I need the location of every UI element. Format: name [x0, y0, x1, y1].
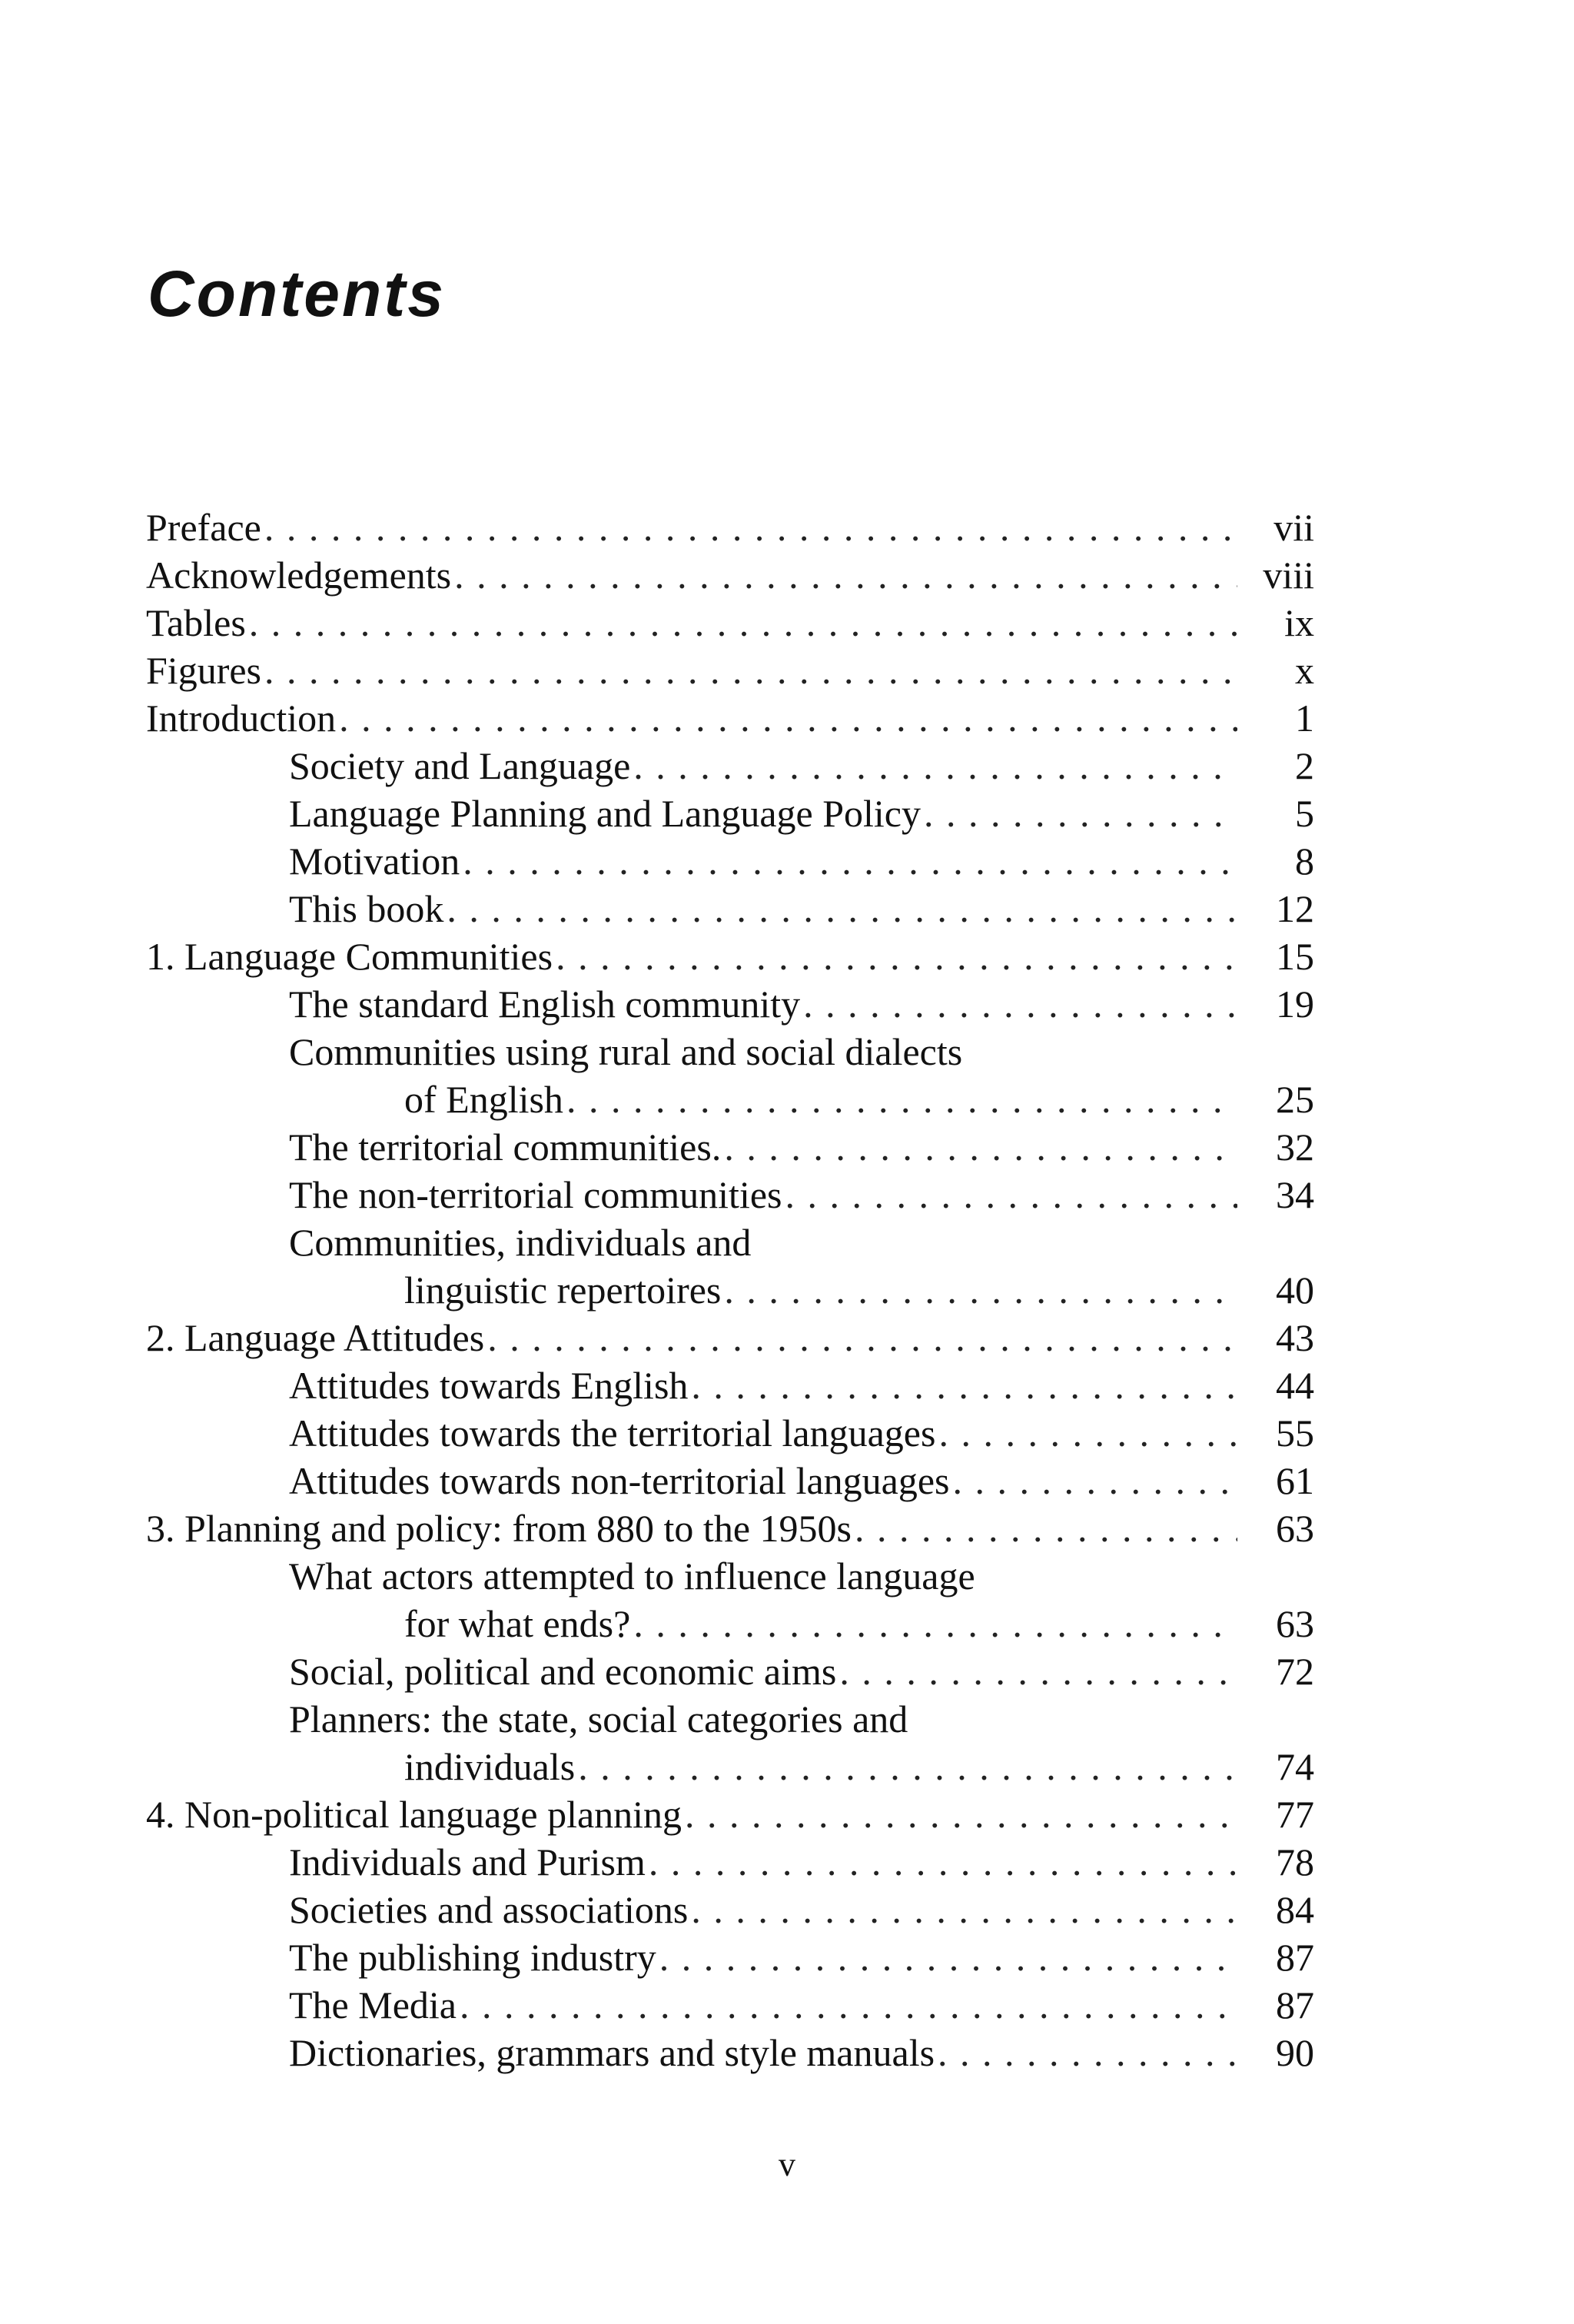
toc-chapter-entry [146, 933, 1314, 980]
toc-entry-label: Acknowledgements [146, 554, 452, 597]
toc-entry-label: 1. Language Communities [146, 935, 553, 978]
dot-leader [578, 1743, 1237, 1790]
dot-leader [924, 790, 1237, 837]
toc-entry-first-line [146, 1552, 1314, 1600]
dot-leader [463, 837, 1237, 885]
toc-entry-page: 55 [1276, 1411, 1314, 1455]
dot-leader [724, 1123, 1237, 1171]
dot-leader [953, 1457, 1238, 1504]
toc-entry-page: 15 [1276, 935, 1314, 978]
toc-entry-page: 63 [1276, 1602, 1314, 1645]
toc-entry [146, 1361, 1314, 1409]
toc-entry-continuation [146, 1076, 1314, 1123]
toc-entry-label: Attitudes towards English [289, 1364, 689, 1407]
toc-entry-label: Communities, individuals and [289, 1221, 752, 1264]
toc-entry [146, 1981, 1314, 2029]
toc-entry [146, 837, 1314, 885]
dot-leader [685, 1790, 1237, 1838]
dot-leader [556, 933, 1237, 980]
toc-entry-label: Introduction [146, 697, 337, 740]
toc-entry [146, 742, 1314, 790]
toc-entry-label: linguistic repertoires [404, 1268, 722, 1312]
dot-leader [691, 1886, 1237, 1933]
toc-entry-page: 87 [1276, 1936, 1314, 1979]
toc-entry-first-line [146, 1695, 1314, 1743]
dot-leader [659, 1933, 1237, 1981]
toc-entry-label: for what ends? [404, 1602, 631, 1645]
toc-entry-page: 5 [1295, 792, 1314, 835]
toc-entry-continuation [146, 1743, 1314, 1790]
toc-entry-page: 25 [1276, 1078, 1314, 1121]
toc-entry-page: 32 [1276, 1125, 1314, 1169]
toc-entry-label: This book [289, 887, 444, 930]
dot-leader [460, 1981, 1237, 2029]
toc-entry [146, 1647, 1314, 1695]
toc-entry [146, 694, 1314, 742]
page-title: Contents [148, 258, 446, 330]
toc-entry-label: Tables [146, 601, 246, 644]
toc-entry-label: individuals [404, 1745, 576, 1788]
toc-entry-page: 44 [1276, 1364, 1314, 1407]
toc-entry-page: 61 [1276, 1459, 1314, 1502]
toc-entry-page: 19 [1276, 982, 1314, 1026]
dot-leader [566, 1076, 1237, 1123]
dot-leader [633, 742, 1237, 790]
toc-entry-label: Figures [146, 649, 261, 692]
toc-entry-page: x [1295, 649, 1314, 692]
dot-leader [839, 1647, 1237, 1695]
toc-entry [146, 1886, 1314, 1933]
toc-entry [146, 1171, 1314, 1219]
toc-entry-label: Societies and associations [289, 1888, 689, 1931]
toc-entry-page: 77 [1276, 1793, 1314, 1836]
dot-leader [938, 2029, 1237, 2076]
toc-entry-label: Social, political and economic aims [289, 1650, 837, 1693]
toc-entry-page: 72 [1276, 1650, 1314, 1693]
toc-entry-page: 43 [1276, 1316, 1314, 1359]
toc-entry-label: The non-territorial communities [289, 1173, 782, 1216]
toc-entry-label: Communities using rural and social dialects [289, 1030, 963, 1073]
toc-entry-page: 90 [1276, 2031, 1314, 2074]
toc-entry [146, 1457, 1314, 1504]
dot-leader [339, 694, 1237, 742]
toc-entry-label: Attitudes towards the territorial languages [289, 1411, 936, 1455]
toc-chapter-entry [146, 1504, 1314, 1552]
toc-entry-page: 63 [1276, 1507, 1314, 1550]
toc-entry [146, 790, 1314, 837]
dot-leader [264, 504, 1237, 551]
toc-entry-page: 84 [1276, 1888, 1314, 1931]
toc-entry [146, 647, 1314, 694]
toc-entry-page: 2 [1295, 744, 1314, 787]
toc-entry-page: 87 [1276, 1983, 1314, 2026]
dot-leader [487, 1314, 1237, 1361]
toc-entry-label: Preface [146, 506, 261, 549]
toc-entry-page: viii [1263, 554, 1314, 597]
toc-entry [146, 504, 1314, 551]
dot-leader [264, 647, 1237, 694]
dot-leader [649, 1838, 1237, 1886]
dot-leader [249, 599, 1237, 647]
toc-entry-label: Language Planning and Language Policy [289, 792, 921, 835]
page-number: v [779, 2146, 795, 2183]
dot-leader [454, 551, 1237, 599]
toc-entry-label: Individuals and Purism [289, 1840, 646, 1883]
toc-entry-page: 12 [1276, 887, 1314, 930]
toc-chapter-entry [146, 1790, 1314, 1838]
toc-entry-page: 8 [1295, 839, 1314, 883]
toc-entry [146, 599, 1314, 647]
dot-leader [633, 1600, 1237, 1647]
toc-entry-label: What actors attempted to influence language [289, 1554, 975, 1598]
toc-entry-continuation [146, 1600, 1314, 1647]
toc-entry-page: 40 [1276, 1268, 1314, 1312]
toc-entry-continuation [146, 1266, 1314, 1314]
toc-entry [146, 1123, 1314, 1171]
toc-entry-page: vii [1273, 506, 1314, 549]
toc-entry-first-line [146, 1219, 1314, 1266]
toc-entry-label: 4. Non-political language planning [146, 1793, 682, 1836]
toc-entry [146, 1933, 1314, 1981]
toc-entry [146, 1838, 1314, 1886]
toc-entry [146, 2029, 1314, 2076]
toc-chapter-entry [146, 1314, 1314, 1361]
dot-leader [803, 980, 1237, 1028]
toc-entry-page: ix [1284, 601, 1314, 644]
toc-entry-label: Society and Language [289, 744, 631, 787]
table-of-contents [146, 504, 1314, 2076]
dot-leader [691, 1361, 1237, 1409]
toc-entry [146, 1409, 1314, 1457]
toc-entry-label: Attitudes towards non-territorial languages [289, 1459, 950, 1502]
dot-leader [724, 1266, 1237, 1314]
toc-entry-label: The standard English community [289, 982, 801, 1026]
toc-entry-label: The publishing industry [289, 1936, 656, 1979]
toc-entry-label: The territorial communities. [289, 1125, 722, 1169]
dot-leader [855, 1504, 1237, 1552]
toc-entry [146, 980, 1314, 1028]
toc-entry-label: Planners: the state, social categories and [289, 1697, 908, 1741]
toc-entry-label: The Media [289, 1983, 457, 2026]
toc-entry-page: 78 [1276, 1840, 1314, 1883]
toc-entry-label: 3. Planning and policy: from 880 to the 1950s [146, 1507, 852, 1550]
dot-leader [447, 885, 1237, 933]
toc-entry-page: 34 [1276, 1173, 1314, 1216]
toc-entry-label: Motivation [289, 839, 460, 883]
toc-entry [146, 551, 1314, 599]
toc-entry-page: 74 [1276, 1745, 1314, 1788]
dot-leader [785, 1171, 1237, 1219]
toc-entry-label: of English [404, 1078, 563, 1121]
toc-entry-label: Dictionaries, grammars and style manuals [289, 2031, 935, 2074]
toc-entry [146, 885, 1314, 933]
toc-entry-page: 1 [1295, 697, 1314, 740]
dot-leader [938, 1409, 1237, 1457]
toc-entry-first-line [146, 1028, 1314, 1076]
toc-entry-label: 2. Language Attitudes [146, 1316, 485, 1359]
